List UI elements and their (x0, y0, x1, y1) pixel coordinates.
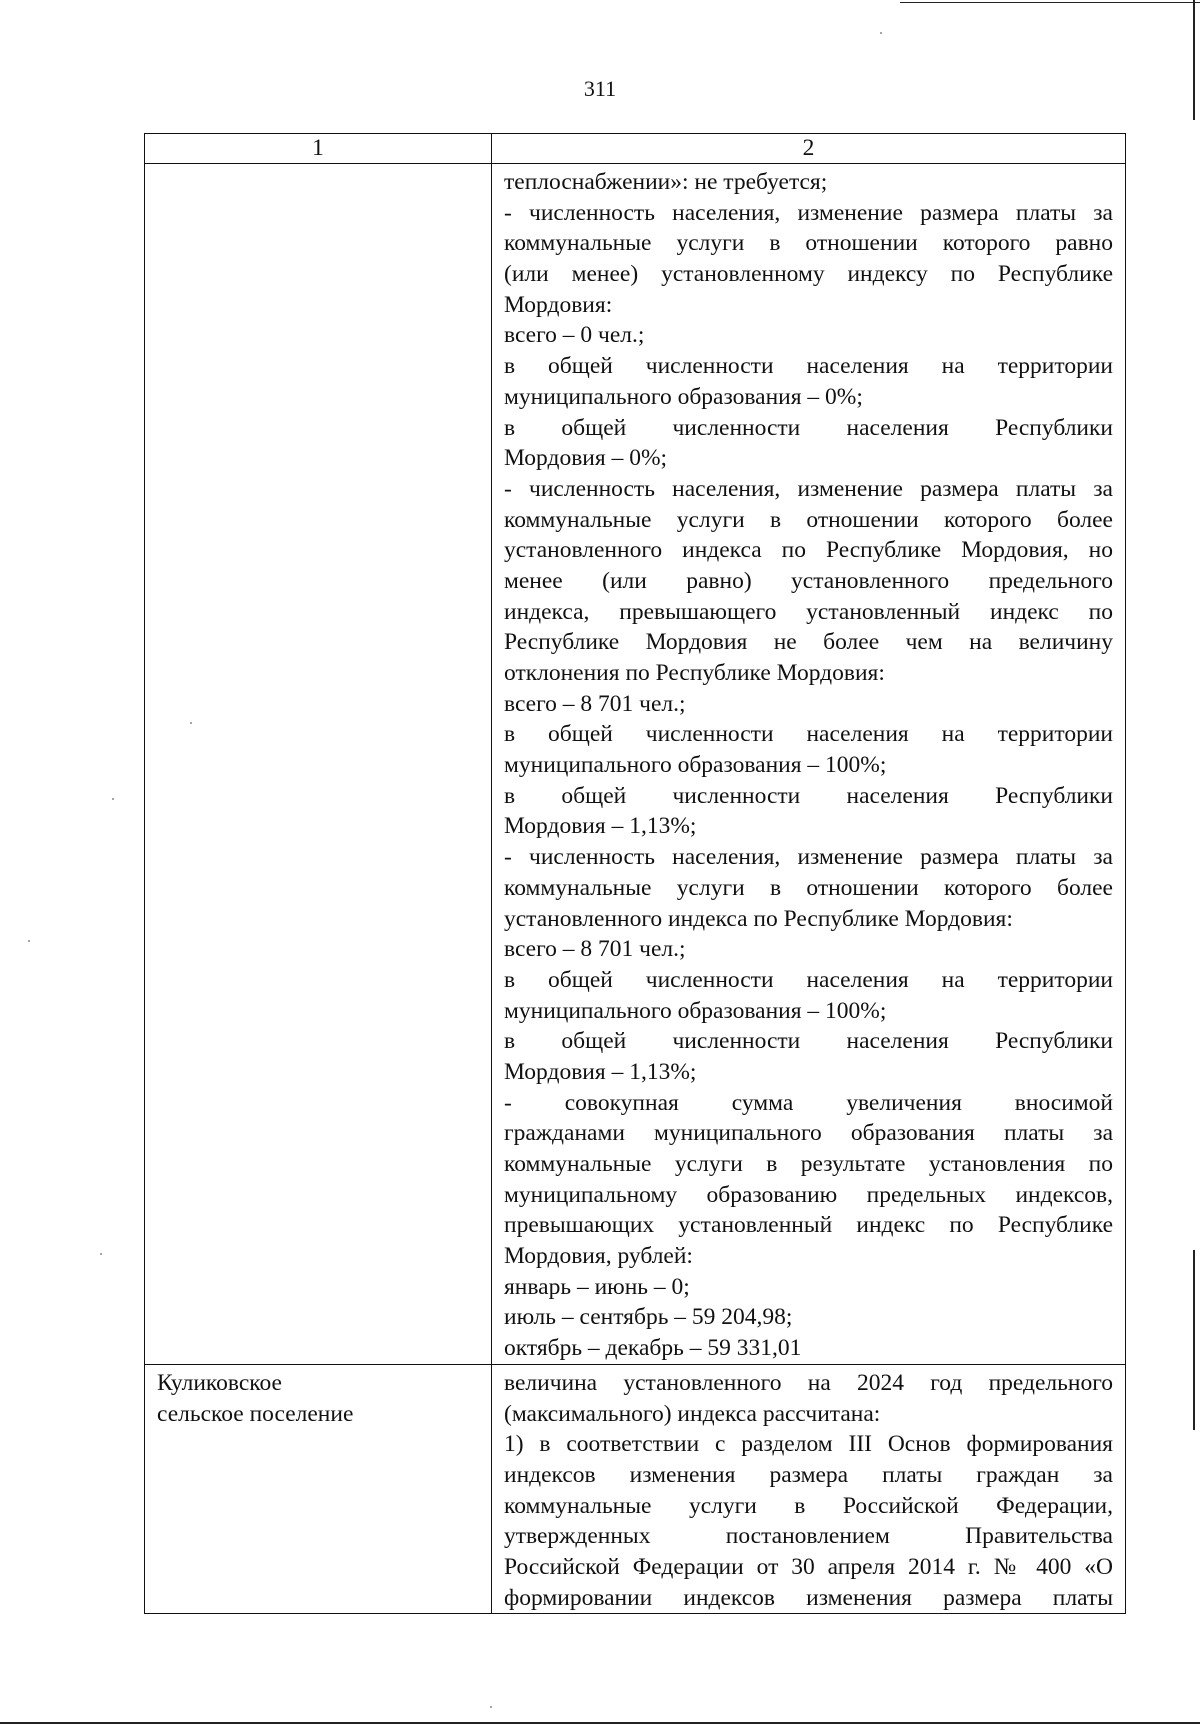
text-line: утвержденных постановлением Правительства (504, 1523, 1113, 1550)
text-line: июль – сентябрь – 59 204,98; (504, 1304, 793, 1331)
text-line: коммунальные услуги в отношении которого равно (504, 230, 1113, 257)
text-line: установленного индекса по Республике Мордовия: (504, 905, 1013, 932)
text-line: теплоснабжении»: не требуется; (504, 169, 828, 195)
cell-description (492, 164, 1126, 1365)
text-line: Республике Мордовия не более чем на величину (504, 629, 1113, 656)
scan-edge-bottom (0, 1722, 1200, 1724)
text-line: Куликовское (157, 1369, 282, 1396)
scan-speck (100, 1253, 102, 1255)
text-line: индекса, превышающего установленный индекс по (504, 598, 1113, 625)
text-line: всего – 8 701 чел.; (504, 690, 686, 717)
text-line: всего – 8 701 чел.; (504, 936, 686, 963)
text-line: муниципального образования – 100%; (504, 752, 887, 779)
text-line: - численность населения, изменение размера платы за (504, 844, 1113, 871)
text-line: величина установленного на 2024 год предельного (504, 1369, 1113, 1396)
scan-speck (28, 940, 30, 942)
text-line: - численность населения, изменение размера платы за (504, 475, 1113, 502)
scan-edge-right-top (1193, 0, 1195, 120)
text-line: в общей численности населения на территории (504, 721, 1113, 748)
document-table (144, 133, 1126, 1614)
text-line: всего – 0 чел.; (504, 322, 645, 349)
text-line: Мордовия – 1,13%; (504, 813, 697, 840)
scan-speck (112, 798, 114, 800)
text-line: гражданами муниципального образования платы за (504, 1120, 1113, 1147)
text-line: январь – июнь – 0; (504, 1273, 690, 1300)
scan-speck (880, 32, 882, 34)
text-line: Мордовия – 0%; (504, 445, 668, 472)
cell-municipality (145, 164, 492, 1365)
text-line: 1) в соответствии с разделом III Основ формирования (504, 1431, 1113, 1458)
text-line: коммунальные услуги в отношении которого более (504, 506, 1113, 533)
text-line: установленного индекса по Республике Мордовия, но (504, 537, 1113, 564)
scan-edge-top (900, 2, 1200, 3)
scan-speck (190, 722, 192, 724)
text-line: индексов изменения размера платы граждан за (504, 1461, 1113, 1488)
text-line: в общей численности населения Республики (504, 1028, 1113, 1055)
text-line: Мордовия – 1,13%; (504, 1058, 697, 1085)
text-line: в общей численности населения Республики (504, 782, 1113, 809)
text-line: Мордовия, рублей: (504, 1243, 693, 1270)
text-line: муниципальному образованию предельных индексов, (504, 1181, 1113, 1208)
cell-description (492, 1364, 1126, 1614)
text-line: формировании индексов изменения размера платы (504, 1584, 1113, 1611)
text-line: коммунальные услуги в результате установления по (504, 1151, 1113, 1177)
text-line: (или менее) установленному индексу по Республике (504, 261, 1113, 288)
text-line: муниципального образования – 100%; (504, 997, 887, 1024)
text-line: сельское поселение (157, 1400, 354, 1427)
text-line: в общей численности населения на территории (504, 966, 1113, 993)
text-line: - совокупная сумма увеличения вносимой (504, 1089, 1113, 1116)
text-line: Мордовия: (504, 291, 613, 318)
text-line: превышающих установленный индекс по Республике (504, 1212, 1113, 1239)
text-line: в общей численности населения на территории (504, 353, 1113, 380)
column-header-1: 1 (145, 134, 492, 164)
text-line: октябрь – декабрь – 59 331,01 (504, 1335, 802, 1362)
column-header-2: 2 (492, 134, 1126, 164)
cell-municipality (145, 1364, 492, 1614)
page-number: 311 (583, 76, 617, 101)
text-line: коммунальные услуги в Российской Федерации, (504, 1492, 1113, 1519)
table-row (145, 164, 1126, 1365)
text-line: менее (или равно) установленного предельного (504, 567, 1113, 594)
scan-edge-right-bottom (1193, 1250, 1195, 1430)
scan-speck (490, 1706, 492, 1708)
text-line: в общей численности населения Республики (504, 414, 1113, 441)
table-row (145, 1364, 1126, 1614)
text-line: - численность населения, изменение размера платы за (504, 199, 1113, 226)
text-line: коммунальные услуги в отношении которого более (504, 874, 1113, 901)
text-line: (максимального) индекса рассчитана: (504, 1400, 881, 1427)
text-line: отклонения по Республике Мордовия: (504, 660, 885, 686)
table-header-row (145, 134, 1126, 164)
text-line: Российской Федерации от 30 апреля 2014 г. № 400 «О (504, 1553, 1113, 1580)
text-line: муниципального образования – 0%; (504, 383, 863, 410)
